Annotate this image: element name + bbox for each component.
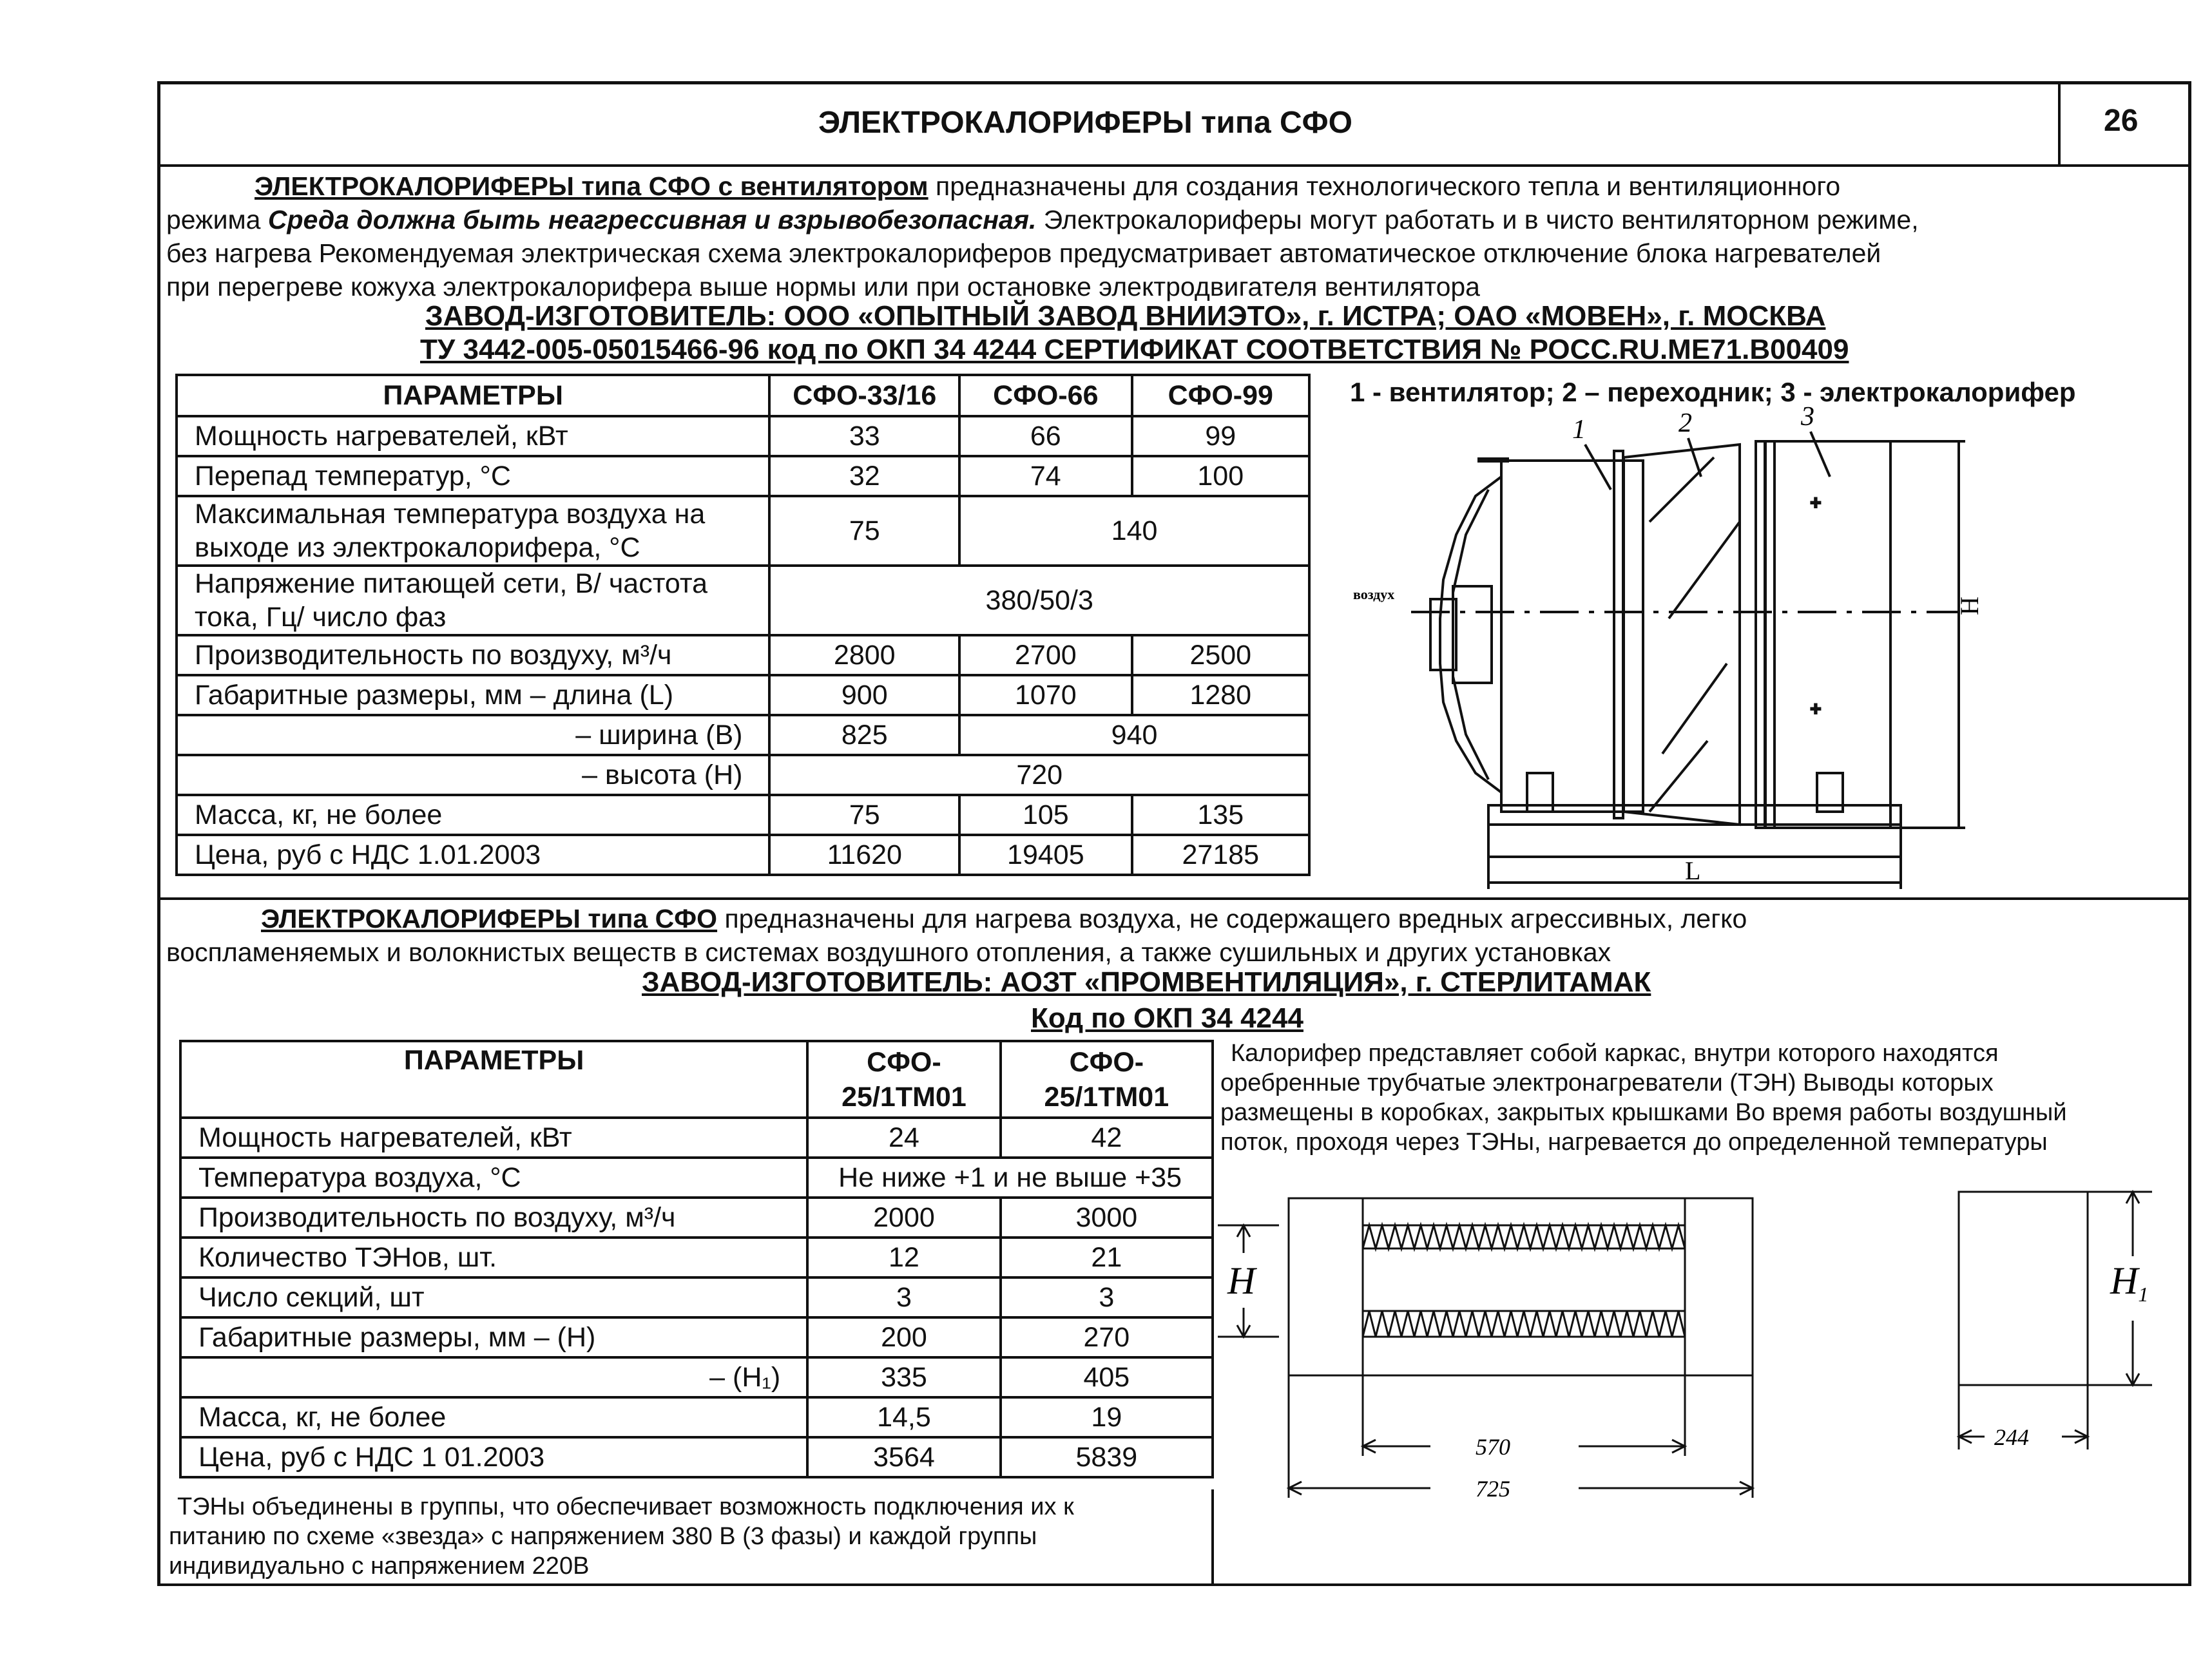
flange-3 <box>1765 441 1774 828</box>
section2-spec-table <box>179 1040 1214 1478</box>
cell: 21 <box>1001 1238 1213 1277</box>
cell: 135 <box>1132 795 1309 835</box>
svg-text:+: + <box>1811 493 1821 513</box>
table-row <box>180 1238 1213 1277</box>
table-row <box>180 1397 1213 1437</box>
col-params: ПАРАМЕТРЫ <box>180 1041 807 1118</box>
table-row <box>180 1118 1213 1158</box>
section1-spec-table <box>175 374 1311 876</box>
page-number: 26 <box>2104 104 2139 138</box>
row-label: Габаритные размеры, мм – (Н) <box>180 1317 807 1357</box>
table-row <box>180 1357 1213 1397</box>
cell: 3 <box>1001 1277 1213 1317</box>
tubular-heater-upper <box>1363 1225 1685 1248</box>
table-row <box>177 835 1309 875</box>
frame-left <box>157 81 160 1586</box>
cell: 720 <box>769 755 1309 795</box>
dimension-725: 725 <box>1476 1476 1510 1502</box>
col-sfo-33: СФО-33/16 <box>769 375 959 416</box>
table-row <box>177 566 1309 635</box>
section1-intro-line2 <box>166 203 1919 236</box>
section1-warning: Среда должна быть неагрессивная и взрывобезопасная. <box>267 205 1037 234</box>
cell: 27185 <box>1132 835 1309 875</box>
cell: 99 <box>1132 416 1309 456</box>
table-row <box>177 416 1309 456</box>
col-model-2 <box>1001 1041 1213 1118</box>
diagram-legend: 1 - вентилятор; 2 – переходник; 3 - электрокалорифер <box>1350 377 2076 407</box>
section1-manufacturer: ЗАВОД-ИЗГОТОВИТЕЛЬ: ООО «ОПЫТНЫЙ ЗАВОД ВНИИЭТО», г. ИСТРА; ОАО «МОВЕН», г. МОСКВА <box>425 300 1826 332</box>
table-row <box>180 1277 1213 1317</box>
table-row <box>177 795 1309 835</box>
cell: 2000 <box>807 1198 1000 1238</box>
note-box-bottom <box>157 1583 1214 1586</box>
cell: 75 <box>769 496 959 566</box>
cell: 42 <box>1001 1118 1213 1158</box>
table-header-row <box>180 1041 1213 1118</box>
desc-line3: размещены в коробках, закрытых крышками Во время работы воздушный <box>1220 1099 2067 1126</box>
row-label: Мощность нагревателей, кВт <box>177 416 769 456</box>
section-divider <box>157 897 2191 900</box>
cell: 74 <box>959 456 1131 496</box>
cell: 200 <box>807 1317 1000 1357</box>
table-row <box>177 675 1309 715</box>
col-sfo-66: СФО-66 <box>959 375 1131 416</box>
dimension-244: 244 <box>1994 1424 2029 1450</box>
svg-text:+: + <box>1811 700 1821 720</box>
table-row <box>177 715 1309 755</box>
row-label: – (Н₁) <box>180 1357 807 1397</box>
section1-tu-line: ТУ 3442-005-05015466-96 код по ОКП 34 4244 СЕРТИФИКАТ СООТВЕТСТВИЯ № РОСС.RU.МЕ71.В00409 <box>420 334 1849 365</box>
section1-intro-line4: при перегреве кожуха электрокалорифера выше нормы или при остановке электродвигателя вентилятора <box>166 272 1480 301</box>
page-title: ЭЛЕКТРОКАЛОРИФЕРЫ типа СФО <box>818 106 1352 140</box>
page-number-divider <box>2058 81 2061 167</box>
col-model-2-line2: 25/1ТМ01 <box>1044 1081 1169 1113</box>
dimension-h1-letter: H <box>2110 1259 2139 1302</box>
tubular-heater-lower <box>1363 1311 1685 1337</box>
note-line1: ТЭНы объединены в группы, что обеспечивает возможность подключения их к <box>177 1493 1074 1520</box>
desc-line1: Калорифер представляет собой каркас, внутри которого находятся <box>1231 1040 1999 1067</box>
cell: 335 <box>807 1357 1000 1397</box>
dimension-l-label: L <box>1685 856 1701 885</box>
cell: 940 <box>959 715 1309 755</box>
cell: 1280 <box>1132 675 1309 715</box>
row-label: – высота (Н) <box>177 755 769 795</box>
row-label-line1: Максимальная температура воздуха на <box>195 499 706 530</box>
col-sfo-99: СФО-99 <box>1132 375 1309 416</box>
row-label-line1: Напряжение питающей сети, В/ частота <box>195 568 708 599</box>
col-model-1-line2: 25/1ТМ01 <box>842 1081 967 1113</box>
cell: 75 <box>769 795 959 835</box>
cell: 100 <box>1132 456 1309 496</box>
header-divider <box>157 164 2191 167</box>
section2-okp: Код по ОКП 34 4244 <box>1031 1002 1303 1034</box>
cell: 380/50/3 <box>769 566 1309 635</box>
note-box-left <box>157 1489 160 1586</box>
adapter <box>1624 445 1740 825</box>
table-row <box>180 1437 1213 1477</box>
heater-drawing <box>1218 1179 2165 1514</box>
cell: 19405 <box>959 835 1131 875</box>
cell: 2700 <box>959 635 1131 675</box>
cell: 105 <box>959 795 1131 835</box>
callout-1: 1 <box>1572 415 1586 445</box>
air-inlet <box>1453 586 1492 683</box>
air-label: воздух <box>1353 586 1395 602</box>
row-label: Перепад температур, °С <box>177 456 769 496</box>
cell: 3 <box>807 1277 1000 1317</box>
table-row <box>177 635 1309 675</box>
row-label <box>177 566 769 635</box>
cell: 24 <box>807 1118 1000 1158</box>
section1-intro-heading: ЭЛЕКТРОКАЛОРИФЕРЫ типа СФО с вентилятором <box>255 171 928 201</box>
table-row <box>177 496 1309 566</box>
row-label: Число секций, шт <box>180 1277 807 1317</box>
table-row <box>180 1317 1213 1357</box>
heater-with-fan-drawing <box>1314 406 2010 895</box>
cell: Не ниже +1 и не выше +35 <box>807 1158 1213 1198</box>
cell: 3000 <box>1001 1198 1213 1238</box>
row-label: Цена, руб с НДС 1.01.2003 <box>177 835 769 875</box>
flange-2 <box>1756 441 1765 828</box>
frame-right <box>2188 81 2191 1586</box>
col-model-1-line1: СФО- <box>867 1046 941 1078</box>
cell: 11620 <box>769 835 959 875</box>
row-label: Количество ТЭНов, шт. <box>180 1238 807 1277</box>
row-label <box>177 496 769 566</box>
dimension-h-label: Н <box>1955 597 1984 615</box>
col-params: ПАРАМЕТРЫ <box>177 375 769 416</box>
desc-line2: оребренные трубчатые электронагреватели (ТЭН) Выводы которых <box>1220 1069 1994 1096</box>
cell: 825 <box>769 715 959 755</box>
note-box-right <box>1211 1489 1214 1586</box>
section2-intro-line2: воспламеняемых и волокнистых веществ в системах воздушного отопления, а также сушильных и других установках <box>166 937 1611 967</box>
note-line3: индивидуально с напряжением 220В <box>169 1553 590 1580</box>
heater-body <box>1774 441 1890 828</box>
section2-intro-line1 <box>261 902 1747 935</box>
desc-line4: поток, проходя через ТЭНы, нагревается до определенной температуры <box>1220 1129 2048 1156</box>
cell: 5839 <box>1001 1437 1213 1477</box>
note-line2: питанию по схеме «звезда» с напряжением 380 В (3 фазы) и каждой группы <box>169 1523 1037 1550</box>
dimension-h1-subscript: 1 <box>2138 1283 2149 1306</box>
col-model-2-line1: СФО- <box>1069 1046 1144 1078</box>
cell: 2500 <box>1132 635 1309 675</box>
table-row <box>180 1198 1213 1238</box>
dimension-570: 570 <box>1476 1434 1510 1460</box>
row-label-line2: тока, Гц/ число фаз <box>195 602 447 633</box>
row-label: Производительность по воздуху, м³/ч <box>180 1198 807 1238</box>
frame-top <box>157 81 2191 84</box>
cell: 14,5 <box>807 1397 1000 1437</box>
row-label: Масса, кг, не более <box>177 795 769 835</box>
cell: 405 <box>1001 1357 1213 1397</box>
dimension-h1-label <box>2110 1259 2148 1306</box>
row-label: Масса, кг, не более <box>180 1397 807 1437</box>
row-label: Мощность нагревателей, кВт <box>180 1118 807 1158</box>
heater-side-view <box>1959 1192 2088 1385</box>
flange-1 <box>1614 451 1623 818</box>
table-header-row <box>177 375 1309 416</box>
row-label: Температура воздуха, °С <box>180 1158 807 1198</box>
row-label: Цена, руб с НДС 1 01.2003 <box>180 1437 807 1477</box>
cell: 19 <box>1001 1397 1213 1437</box>
table-row <box>177 456 1309 496</box>
cell: 32 <box>769 456 959 496</box>
section1-intro-line1 <box>255 169 1840 203</box>
section1-line2-a: режима <box>166 205 268 234</box>
callout-2: 2 <box>1678 408 1692 438</box>
section1-intro-line3: без нагрева Рекомендуемая электрическая схема электрокалориферов предусматривает автоматическое отключение блока нагревателей <box>166 238 1881 268</box>
cell: 140 <box>959 496 1309 566</box>
cell: 3564 <box>807 1437 1000 1477</box>
col-model-1 <box>807 1041 1000 1118</box>
cell: 12 <box>807 1238 1000 1277</box>
cell: 33 <box>769 416 959 456</box>
section2-intro-heading: ЭЛЕКТРОКАЛОРИФЕРЫ типа СФО <box>261 904 718 933</box>
cell: 270 <box>1001 1317 1213 1357</box>
section1-line2-b: Электрокалориферы могут работать и в чисто вентиляторном режиме, <box>1036 205 1919 234</box>
frame-bottom <box>1213 1583 2191 1586</box>
cell: 66 <box>959 416 1131 456</box>
cell: 900 <box>769 675 959 715</box>
row-label-line2: выходе из электрокалорифера, °С <box>195 532 640 563</box>
section2-intro-rest: предназначены для нагрева воздуха, не содержащего вредных агрессивных, легко <box>717 904 1747 933</box>
row-label: Производительность по воздуху, м³/ч <box>177 635 769 675</box>
section2-manufacturer: ЗАВОД-ИЗГОТОВИТЕЛЬ: АОЗТ «ПРОМВЕНТИЛЯЦИЯ», г. СТЕРЛИТАМАК <box>642 966 1651 998</box>
cell: 2800 <box>769 635 959 675</box>
table-row <box>180 1158 1213 1198</box>
table-row <box>177 755 1309 795</box>
section1-intro-rest: предназначены для создания технологического тепла и вентиляционного <box>928 171 1841 201</box>
dimension-h-label: H <box>1227 1259 1256 1302</box>
row-label: – ширина (В) <box>177 715 769 755</box>
row-label: Габаритные размеры, мм – длина (L) <box>177 675 769 715</box>
callout-3: 3 <box>1801 406 1814 432</box>
cell: 1070 <box>959 675 1131 715</box>
